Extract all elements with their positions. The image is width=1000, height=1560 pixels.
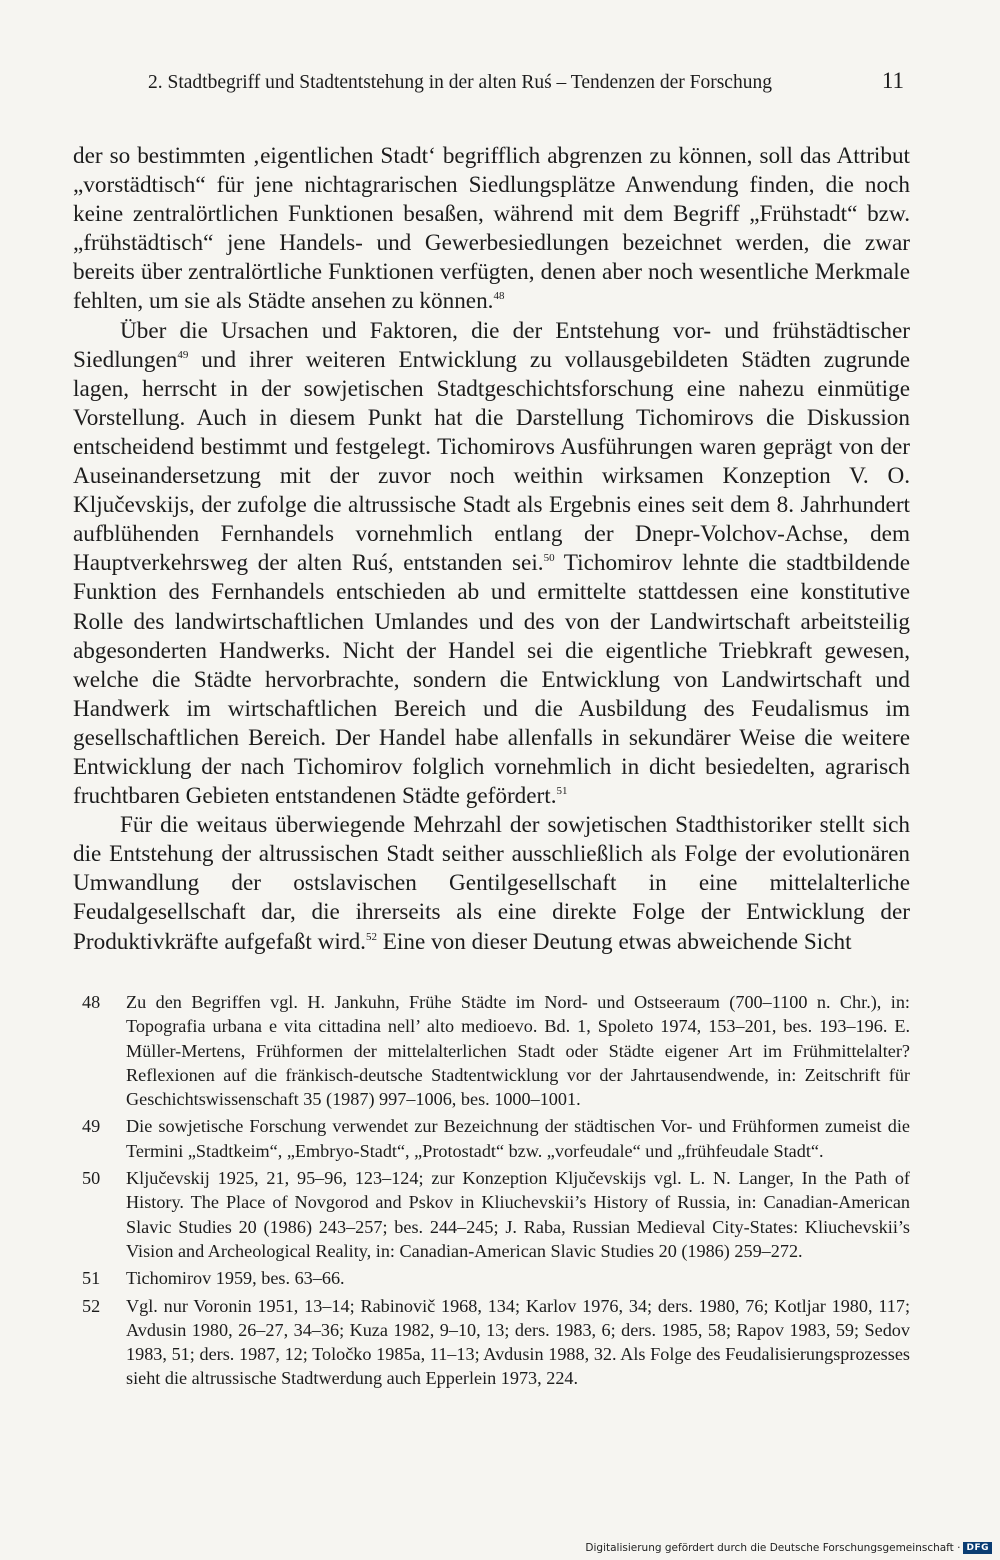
- watermark-text: Digitalisierung gefördert durch die Deutsche Forschungsgemeinschaft ·: [585, 1542, 961, 1554]
- footnote-ref-51[interactable]: 51: [556, 785, 568, 798]
- footnote-text: Vgl. nur Voronin 1951, 13–14; Rabinovič 1968, 134; Karlov 1976, 34; ders. 1980, 76; Kotljar 1980, 117; Avdusin 1980, 26–27, 34–36; Kuza 1982, 9–10, 13; ders. 1983, 6; ders. 1985, 58; Rapov 1983, 59; Sedov 1983, 51; ders. 1987, 12; Toločko 1985a, 11–13; Avdusin 1988, 32. Als Folge des Feudalisierungsprozesses sieht die altrussische Stadtwerdung auch Epperlein 1973, 224.: [126, 1295, 910, 1389]
- running-title: 2. Stadtbegriff und Stadtentstehung in der alten Ruś – Tendenzen der Forschung: [148, 72, 772, 93]
- dfg-watermark: [585, 1542, 992, 1554]
- footnote-number: 48: [82, 992, 101, 1012]
- main-text: [73, 142, 910, 957]
- footnote-ref-50[interactable]: 50: [543, 552, 555, 565]
- footnote-text: Die sowjetische Forschung verwendet zur Bezeichnung der städtischen Vor- und Frühformen zumeist die Termini „Stadtkeim“, „Embryo-Stadt“, „Protostadt“ bzw. „vorfeudale“ und „frühfeudale Stadt“.: [126, 1116, 910, 1161]
- footnote-number: 51: [82, 1268, 101, 1289]
- paragraph-2: [73, 317, 910, 812]
- footnote-number: 52: [82, 1295, 101, 1316]
- paragraph-3-text-a: Für die weitaus überwiegende Mehrzahl der sowjetischen Stadthistoriker stellt sich die Entstehung der altrussischen Stadt seither ausschließlich als Folge der evolutionären Umwandlung der ostslavischen Gentilgesellschaft in eine mittelalterliche Feudalgesellschaft dar, die ihrerseits als eine direkte Folge der Entwicklung der Produktivkräfte aufgefaßt wird.: [73, 812, 910, 955]
- footnote-number: 49: [82, 1116, 101, 1137]
- footnote: [82, 1294, 910, 1391]
- paragraph-2-text-a: Über die Ursachen und Faktoren, die der Entstehung vor- und frühstädtischer Siedlungen: [73, 317, 910, 373]
- footnote: [82, 1266, 910, 1290]
- footnote-ref-52[interactable]: 52: [365, 930, 377, 943]
- paragraph-2-text-c: Tichomirov lehnte die stadtbildende Funktion des Fernhandels entschieden ab und ermittelte stattdessen eine konstitutive Rolle des landwirtschaftlichen Umlandes und des von der Landwirtschaft arbeitsteilig abgesonderten Handwerks. Nicht der Handel sei die eigentliche Triebkraft gewesen, welche die Städte hervorbrachte, sondern die Entwicklung von Landwirtschaft und Handwerk im wirtschaftlichen Bereich und die Ausbildung des Feudalismus im gesellschaftlichen Bereich. Der Handel habe allenfalls in sekundärer Weise die weitere Entwicklung der nach Tichomirov folglich vornehmlich in dicht besiedelten, agrarisch fruchtbaren Gebieten entstandenen Städte gefördert.: [73, 550, 910, 810]
- footnote-text: Ključevskij 1925, 21, 95–96, 123–124; zur Konzeption Ključevskijs vgl. L. N. Langer, In the Path of History. The Place of Novgorod and Pskov in Kliuchevskii’s History of Russia, in: Canadian-American Slavic Studies 20 (1986) 243–257; bes. 244–245; J. Raba, Russian Medieval City-States: Kliuchevskii’s Vision and Archeological Reality, in: Canadian-American Slavic Studies 20 (1986) 259–272.: [126, 1168, 910, 1261]
- footnote-ref-49[interactable]: 49: [177, 348, 189, 361]
- paragraph-2-text-b: und ihrer weiteren Entwicklung zu vollausgebildeten Städten zugrunde lagen, herrscht in der sowjetischen Stadtgeschichtsforschung eine nahezu einmütige Vorstellung. Auch in diesem Punkt hat die Darstellung Tichomirovs die Diskussion entscheidend bestimmt und festgelegt. Tichomirovs Ausführungen waren geprägt von der Auseinandersetzung mit der zuvor noch weithin wirksamen Konzeption V. O. Ključevskijs, der zufolge die altrussische Stadt als Ergebnis eines seit dem 8. Jahrhundert aufblühenden Fernhandels vornehmlich entlang der Dnepr-Volchov-Achse, dem Hauptverkehrsweg der alten Ruś, entstanden sei.: [73, 346, 910, 577]
- paragraph-1-text: der so bestimmten ‚eigentlichen Stadt‘ begrifflich abgrenzen zu können, soll das Attribut „vorstädtisch“ für jene nichtagrarischen Siedlungsplätze Anwendung finden, die noch keine zentralörtlichen Funktionen besaßen, während mit dem Begriff „Frühstadt“ bzw. „frühstädtisch“ jene Handels- und Gewerbesiedlungen bezeichnet werden, die zwar bereits über zentralörtliche Funktionen verfügten, denen aber noch wesentliche Merkmale fehlten, um sie als Städte ansehen zu können.: [73, 143, 910, 315]
- footnote: [82, 1166, 910, 1263]
- paragraph-1: [73, 142, 910, 317]
- footnote-text: Zu den Begriffen vgl. H. Jankuhn, Frühe Städte im Nord- und Ostseeraum (700–1100 n. Chr.), in: Topografia urbana e vita cittadina nell’ alto medioevo. Bd. 1, Spoleto 1974, 153–201, bes. 193–196. E. Müller-Mertens, Frühformen der mittelalterlichen Stadt oder Städte eigener Art im Frühmittelalter? Reflexionen auf die fränkisch-deutsche Stadtentwicklung vor der Jahrtausendwende, in: Zeitschrift für Geschichtswissenschaft 35 (1987) 997–1006, bes. 1000–1001.: [126, 992, 910, 1110]
- footnote-number: 50: [82, 1168, 101, 1189]
- paragraph-3-text-b: Eine von dieser Deutung etwas abweichende Sicht: [376, 928, 852, 955]
- footnotes: [82, 990, 910, 1394]
- page-number: 11: [881, 68, 904, 93]
- dfg-logo-icon: DFG: [963, 1542, 992, 1554]
- running-header: [148, 68, 904, 94]
- footnote-text: Tichomirov 1959, bes. 63–66.: [126, 1268, 345, 1289]
- footnote-ref-48[interactable]: 48: [493, 290, 505, 303]
- footnote: [82, 1114, 910, 1163]
- paragraph-3: [73, 811, 910, 956]
- footnote: [82, 990, 910, 1111]
